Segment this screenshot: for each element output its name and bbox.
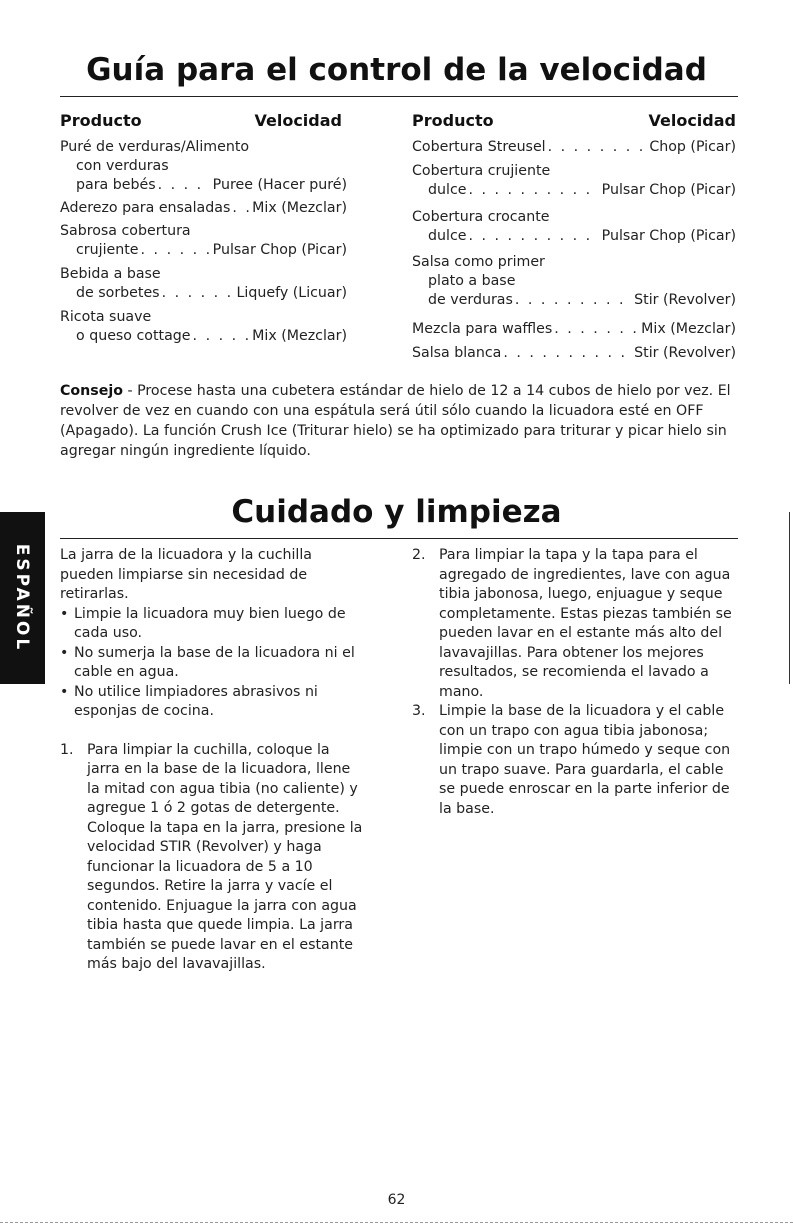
step-item: 1. Para limpiar la cuchilla, coloque la jarra en la base de la licuadora, llene la mitad con agua tibia (no caliente) y agregue 1 ó 2 gotas de detergente. Coloque la tapa en la jarra, presione la velocidad STIR (Revolver) y haga funcionar la licuadora de 5 a 10 segundos. Retire la jarra y vacíe el contenido. Enjuague la jarra con agua tibia hasta que quede limpia. La jarra también se puede lavar en el estante más bajo del lavavajillas.	[60, 741, 363, 972]
leader-dots	[515, 291, 632, 310]
speed-row	[412, 320, 736, 339]
product-name: crujiente	[76, 242, 139, 258]
speed-value: Liquefy (Licuar)	[236, 285, 347, 301]
speed-value: Pulsar Chop (Picar)	[601, 182, 736, 198]
speed-row	[60, 138, 347, 195]
product-name: dulce	[428, 228, 467, 244]
care-right-column	[412, 546, 740, 819]
speed-row	[412, 344, 736, 363]
title-rule	[60, 96, 738, 97]
leader-dots	[468, 181, 599, 200]
col-header-speed-right: Velocidad	[648, 111, 736, 130]
leader-dots	[162, 284, 235, 303]
product-name: Mezcla para waffles	[412, 321, 553, 337]
speed-row	[412, 208, 736, 246]
product-name: Salsa blanca	[412, 345, 502, 361]
language-tab-label: ESPAÑOL	[12, 543, 32, 653]
product-line: Ricota suave	[60, 309, 152, 325]
speed-value: Pulsar Chop (Picar)	[601, 228, 736, 244]
care-title: Cuidado y limpieza	[231, 494, 562, 530]
product-line: Sabrosa cobertura	[60, 223, 191, 239]
tip-paragraph	[60, 381, 750, 461]
leader-dots	[503, 344, 632, 363]
step-item: 2. Para limpiar la tapa y la tapa para el agregado de ingredientes, lave con agua tibia jabonosa, luego, enjuague y seque completamente. Estas piezas también se pueden lavar en el estante más alto del lavavajillas. Para obtener los mejores resultados, se recomienda el lavado a mano.	[412, 547, 732, 700]
care-intro: La jarra de la licuadora y la cuchilla pueden limpiarse sin necesidad de retirarlas.	[60, 547, 313, 602]
leader-dots	[158, 176, 211, 195]
speed-row	[60, 199, 347, 218]
speed-value: Puree (Hacer puré)	[212, 177, 347, 193]
leader-dots	[193, 327, 251, 346]
speed-value: Stir (Revolver)	[634, 345, 736, 361]
speed-row	[412, 138, 736, 157]
bullet-item: • No utilice limpiadores abrasivos ni esponjas de cocina.	[60, 683, 318, 719]
product-line: Cobertura crocante	[412, 209, 550, 225]
leader-dots	[548, 138, 648, 157]
product-line: Bebida a base	[60, 266, 161, 282]
speed-row	[412, 162, 736, 200]
product-name: dulce	[428, 182, 467, 198]
col-header-speed-left: Velocidad	[254, 111, 342, 130]
product-line: Puré de verduras/Alimento	[60, 139, 250, 155]
product-line: plato a base	[428, 273, 516, 289]
product-name: Aderezo para ensaladas	[60, 200, 231, 216]
col-header-product-right: Producto	[412, 111, 494, 130]
leader-dots	[554, 320, 639, 339]
bullet-item: • No sumerja la base de la licuadora ni el cable en agua.	[60, 644, 355, 680]
col-header-product-left: Producto	[60, 111, 142, 130]
product-line: Salsa como primer	[412, 254, 545, 270]
product-name: para bebés	[76, 177, 156, 193]
product-name: Cobertura Streusel	[412, 139, 546, 155]
product-name: de sorbetes	[76, 285, 160, 301]
leader-dots	[232, 199, 250, 218]
bullet-item: • Limpie la licuadora muy bien luego de cada uso.	[60, 605, 346, 641]
leader-dots	[141, 241, 211, 260]
product-line: Cobertura crujiente	[412, 163, 551, 179]
speed-guide-title: Guía para el control de la velocidad	[86, 52, 707, 88]
speed-value: Stir (Revolver)	[634, 292, 736, 308]
speed-row	[412, 253, 736, 310]
care-rule	[60, 538, 738, 539]
care-left-column	[60, 546, 363, 975]
leader-dots	[468, 227, 599, 246]
speed-value: Mix (Mezclar)	[641, 321, 736, 337]
step-item: 3. Limpie la base de la licuadora y el cable con un trapo con agua tibia jabonosa; limpie con un trapo húmedo y seque con un trapo suave. Para guardarla, el cable se puede enroscar en la parte inferior de la base.	[412, 703, 731, 817]
tip-label: Consejo	[60, 383, 123, 399]
speed-value: Mix (Mezclar)	[252, 328, 347, 344]
page-number: 62	[387, 1192, 406, 1208]
edge-line	[789, 512, 790, 684]
bottom-rule	[0, 1222, 793, 1223]
speed-value: Chop (Picar)	[649, 139, 736, 155]
speed-row	[60, 222, 347, 260]
tip-text: - Procese hasta una cubetera estándar de hielo de 12 a 14 cubos de hielo por vez. El revolver de vez en cuando con una espátula será útil sólo cuando la licuadora esté en OFF (Apagado). La función Crush Ice (Triturar hielo) se ha optimizado para triturar y picar hielo sin agregar ningún ingrediente líquido.	[60, 383, 731, 459]
product-name: o queso cottage	[76, 328, 191, 344]
speed-value: Mix (Mezclar)	[252, 200, 347, 216]
speed-value: Pulsar Chop (Picar)	[212, 242, 347, 258]
speed-row	[60, 265, 347, 303]
speed-row	[60, 308, 347, 346]
product-name: de verduras	[428, 292, 513, 308]
product-line: con verduras	[76, 158, 169, 174]
